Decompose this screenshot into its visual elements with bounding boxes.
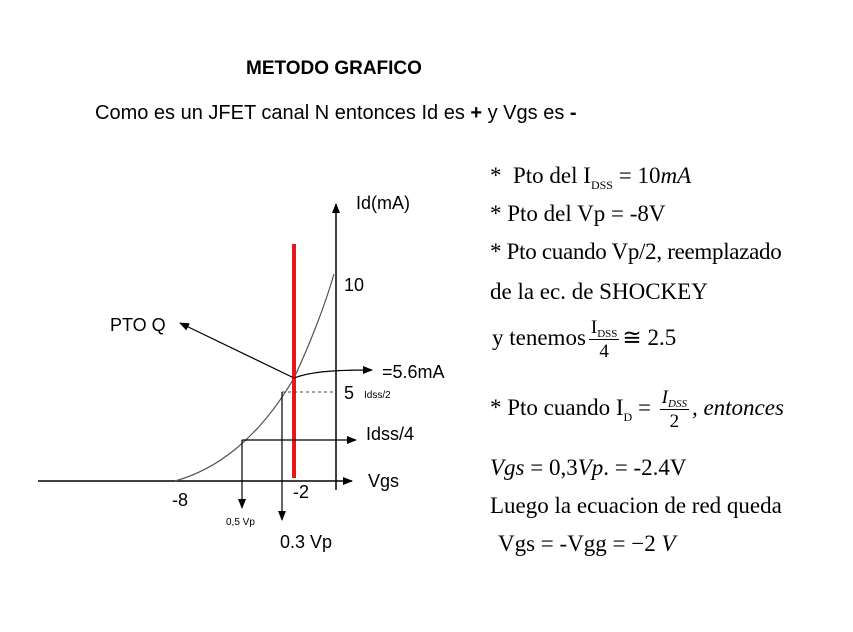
intro-prefix: Como es un JFET canal N entonces Id es — [95, 102, 471, 124]
eq6-prefix: * Pto cuando I — [490, 394, 624, 420]
x-tick-minus8: -8 — [172, 490, 189, 510]
eq6-num-sub: DSS — [668, 398, 687, 410]
equation-line-1 — [490, 163, 692, 192]
eq7-mid: = 0,3 — [524, 455, 578, 480]
q-current-arrow — [294, 370, 372, 378]
eq1-text: Pto del I — [513, 163, 591, 188]
eq9-text: Vgs = -Vgg = — [498, 531, 632, 556]
shockley-curve — [175, 274, 334, 481]
y-tick-10: 10 — [344, 275, 365, 295]
eq9-unit: V — [661, 531, 676, 556]
equation-line-5 — [492, 318, 676, 361]
q-current-label: =5.6mA — [382, 362, 445, 382]
eq7-lhs: Vgs — [490, 455, 525, 480]
eq6-den: 2 — [669, 411, 680, 432]
eq1-star: * — [490, 163, 502, 188]
half-vp-label: 0,5 Vp — [226, 517, 255, 528]
equation-line-3: * Pto cuando Vp/2, reemplazado — [490, 239, 782, 264]
eq1-unit: mA — [660, 163, 692, 188]
eq5-fraction — [589, 318, 620, 361]
equation-line-8: Luego la ecuacion de red queda — [490, 493, 782, 518]
eq6-num: I — [661, 387, 668, 408]
equation-line-6 — [490, 388, 784, 431]
equation-line-2: * Pto del Vp = -8V — [490, 201, 666, 226]
page-title: METODO GRAFICO — [246, 58, 422, 79]
eq6-fraction — [660, 388, 689, 431]
eq5-den: 4 — [599, 341, 609, 362]
equation-line-4: de la ec. de SHOCKEY — [490, 279, 708, 304]
y-tick-5: 5 — [344, 383, 355, 403]
pto-q-arrow — [180, 323, 294, 378]
x-tick-minus2: -2 — [293, 482, 310, 502]
intro-middle: y Vgs es — [482, 102, 570, 124]
eq5-prefix: y tenemos — [492, 324, 586, 350]
x-axis-label: Vgs — [368, 471, 400, 491]
minus-sign: - — [569, 102, 577, 124]
equation-line-7 — [490, 456, 687, 479]
eq5-suffix: ≅ 2.5 — [622, 324, 677, 350]
eq1-eq: = 10 — [612, 163, 661, 188]
idss-half-label: Idss/2 — [364, 390, 391, 401]
idss-quarter-label: Idss/4 — [366, 424, 415, 444]
eq9-val: −2 — [631, 531, 662, 556]
plus-sign: + — [470, 102, 483, 124]
eq5-num: I — [590, 317, 598, 338]
eq7-rest: . = -2.4V — [603, 455, 687, 480]
y-axis-label: Id(mA) — [356, 193, 410, 213]
eq1-sub: DSS — [590, 178, 613, 192]
eq5-num-sub: DSS — [597, 328, 618, 340]
equation-line-9 — [498, 532, 676, 555]
eq7-vp: Vp — [577, 455, 604, 480]
vp03-label: 0.3 Vp — [280, 532, 333, 552]
eq6-eq: = — [632, 394, 657, 420]
pto-q-label: PTO Q — [110, 315, 166, 335]
eq6-sub: D — [623, 409, 633, 424]
eq6-suffix: , entonces — [691, 394, 784, 420]
